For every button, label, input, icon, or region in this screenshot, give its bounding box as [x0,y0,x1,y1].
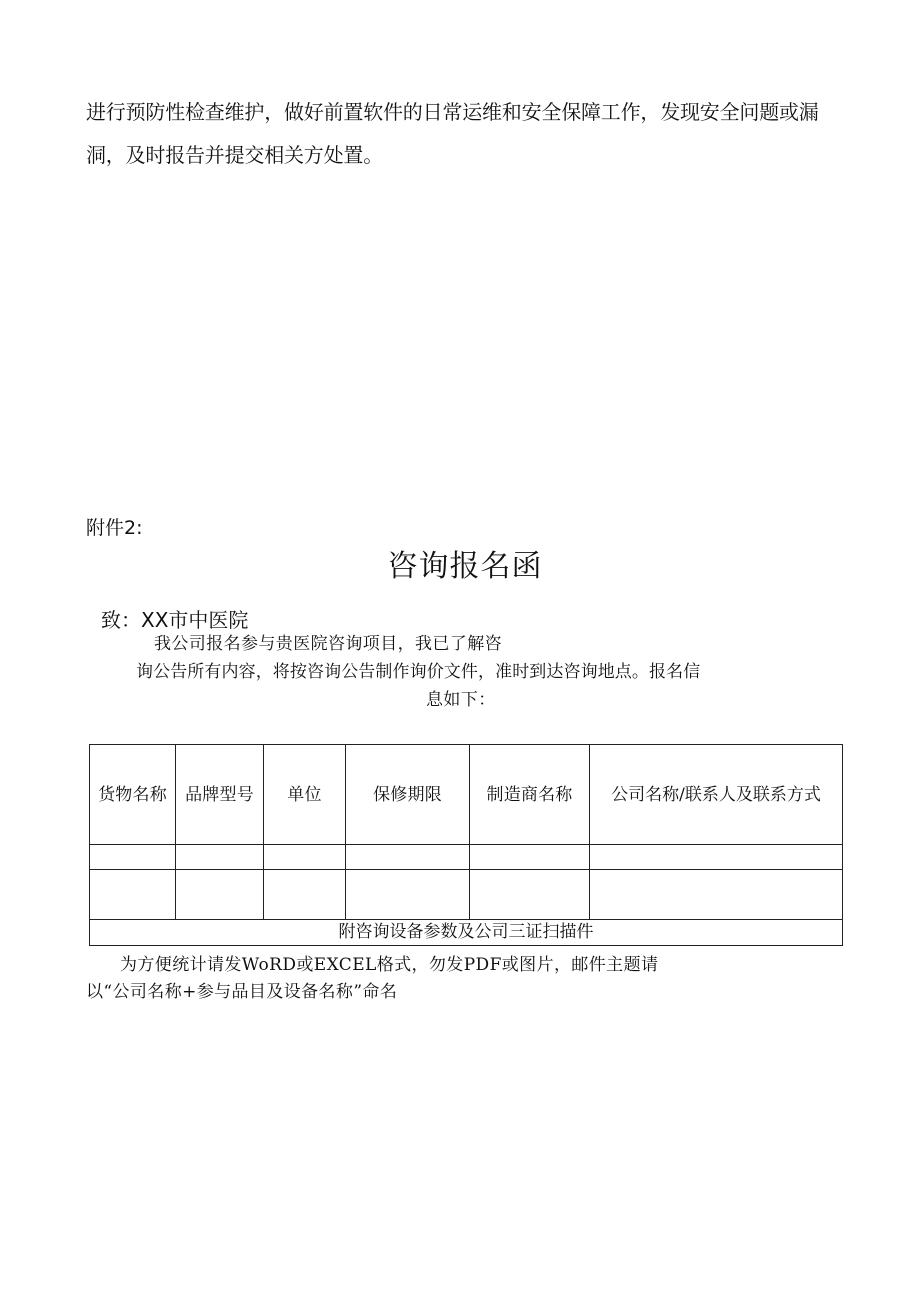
table-cell[interactable] [346,845,470,870]
table-cell[interactable] [176,870,264,920]
header-cell-manufacturer: 制造商名称 [470,745,590,845]
note-line-1: 为方便统计请发WoRD或EXCEL格式，勿发PDF或图片，邮件主题请 [120,955,659,975]
table-row [90,845,843,870]
header-cell-unit: 单位 [264,745,346,845]
intro-line-2: 洞，及时报告并提交相关方处置。 [86,143,383,167]
table-cell[interactable] [90,870,176,920]
table-cell[interactable] [264,870,346,920]
header-cell-company-contact: 公司名称/联系人及联系方式 [590,745,843,845]
table-header-row [90,745,843,845]
note-line-2: 以“公司名称+参与品目及设备名称”命名 [86,982,398,1002]
header-cell-brand-model: 品牌型号 [176,745,264,845]
recipient-org-latin: XX [141,608,169,632]
header-cell-goods: 货物名称 [90,745,176,845]
table-cell[interactable] [590,845,843,870]
table-cell[interactable] [264,845,346,870]
recipient-line [101,609,248,631]
table-cell[interactable] [470,845,590,870]
recipient-org: 市中医院 [168,608,249,632]
header-cell-warranty: 保修期限 [346,745,470,845]
body-line-2: 询公告所有内容，将按咨询公告制作询价文件，准时到达咨询地点。报名信 [136,662,701,682]
body-line-3: 息如下： [426,690,496,710]
recipient-prefix: 致： [101,608,141,632]
attachment-label: 附件2: [86,517,143,539]
intro-line-1: 进行预防性检查维护，做好前置软件的日常运维和安全保障工作，发现安全问题或漏 [86,100,819,124]
table-cell[interactable] [346,870,470,920]
table-row [90,870,843,920]
table-footer-row [90,920,843,946]
table-cell[interactable] [176,845,264,870]
table-cell[interactable] [90,845,176,870]
form-title: 咨询报名函 [387,549,543,584]
table-cell[interactable] [590,870,843,920]
registration-table [89,744,843,946]
body-line-1: 我公司报名参与贵医院咨询项目，我已了解咨 [154,634,502,654]
table-cell[interactable] [470,870,590,920]
table-footer-note: 附咨询设备参数及公司三证扫描件 [90,920,843,946]
